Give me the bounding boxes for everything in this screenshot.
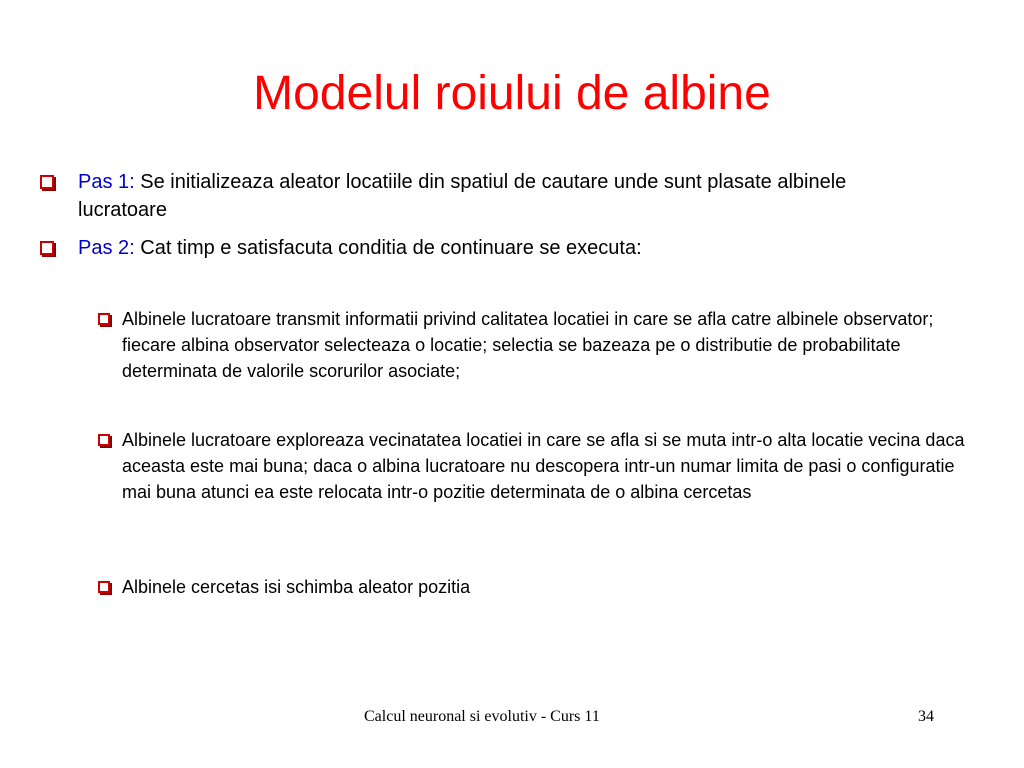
hollow-square-bullet-icon [98, 434, 110, 446]
bullet-item-pas-2 [40, 234, 900, 262]
bullet-text [78, 234, 900, 262]
slide-title: Modelul roiului de albine [253, 67, 771, 120]
sub-bullet-text: Albinele cercetas isi schimba aleator pozitia [122, 577, 471, 597]
sub-bullet-text: Albinele lucratoare exploreaza vecinatatea locatiei in care se afla si se muta intr-o alta locatie vecina daca aceasta este mai buna; daca o albina lucratoare nu descopera intr-un numar limita de pasi o configuratie mai buna atunci ea este relocata intr-o pozitie determinata de o albina cercetas [122, 430, 965, 502]
sub-bullet-item [98, 427, 978, 505]
page-number: 34 [918, 708, 934, 725]
step-label: Pas 1: [78, 171, 135, 193]
footer-text: Calcul neuronal si evolutiv - Curs 11 [364, 708, 600, 725]
sub-bullet-item [98, 574, 978, 600]
step-description: Se initializeaza aleator locatiile din spatiul de cautare unde sunt plasate albinele lucratoare [78, 171, 847, 221]
step-label: Pas 2: [78, 237, 135, 259]
hollow-square-bullet-icon [40, 175, 54, 189]
sub-bullet-item [98, 306, 978, 384]
hollow-square-bullet-icon [98, 581, 110, 593]
hollow-square-bullet-icon [40, 241, 54, 255]
hollow-square-bullet-icon [98, 313, 110, 325]
bullet-text [78, 168, 900, 224]
step-description: Cat timp e satisfacuta conditia de continuare se executa: [134, 237, 642, 259]
bullet-item-pas-1 [40, 168, 900, 224]
sub-bullet-text: Albinele lucratoare transmit informatii privind calitatea locatiei in care se afla catre albinele observator; fiecare albina observator selecteaza o locatie; selectia se bazeaza pe o distributie de probabilitate determinata de valorile scorurilor asociate; [122, 309, 934, 381]
